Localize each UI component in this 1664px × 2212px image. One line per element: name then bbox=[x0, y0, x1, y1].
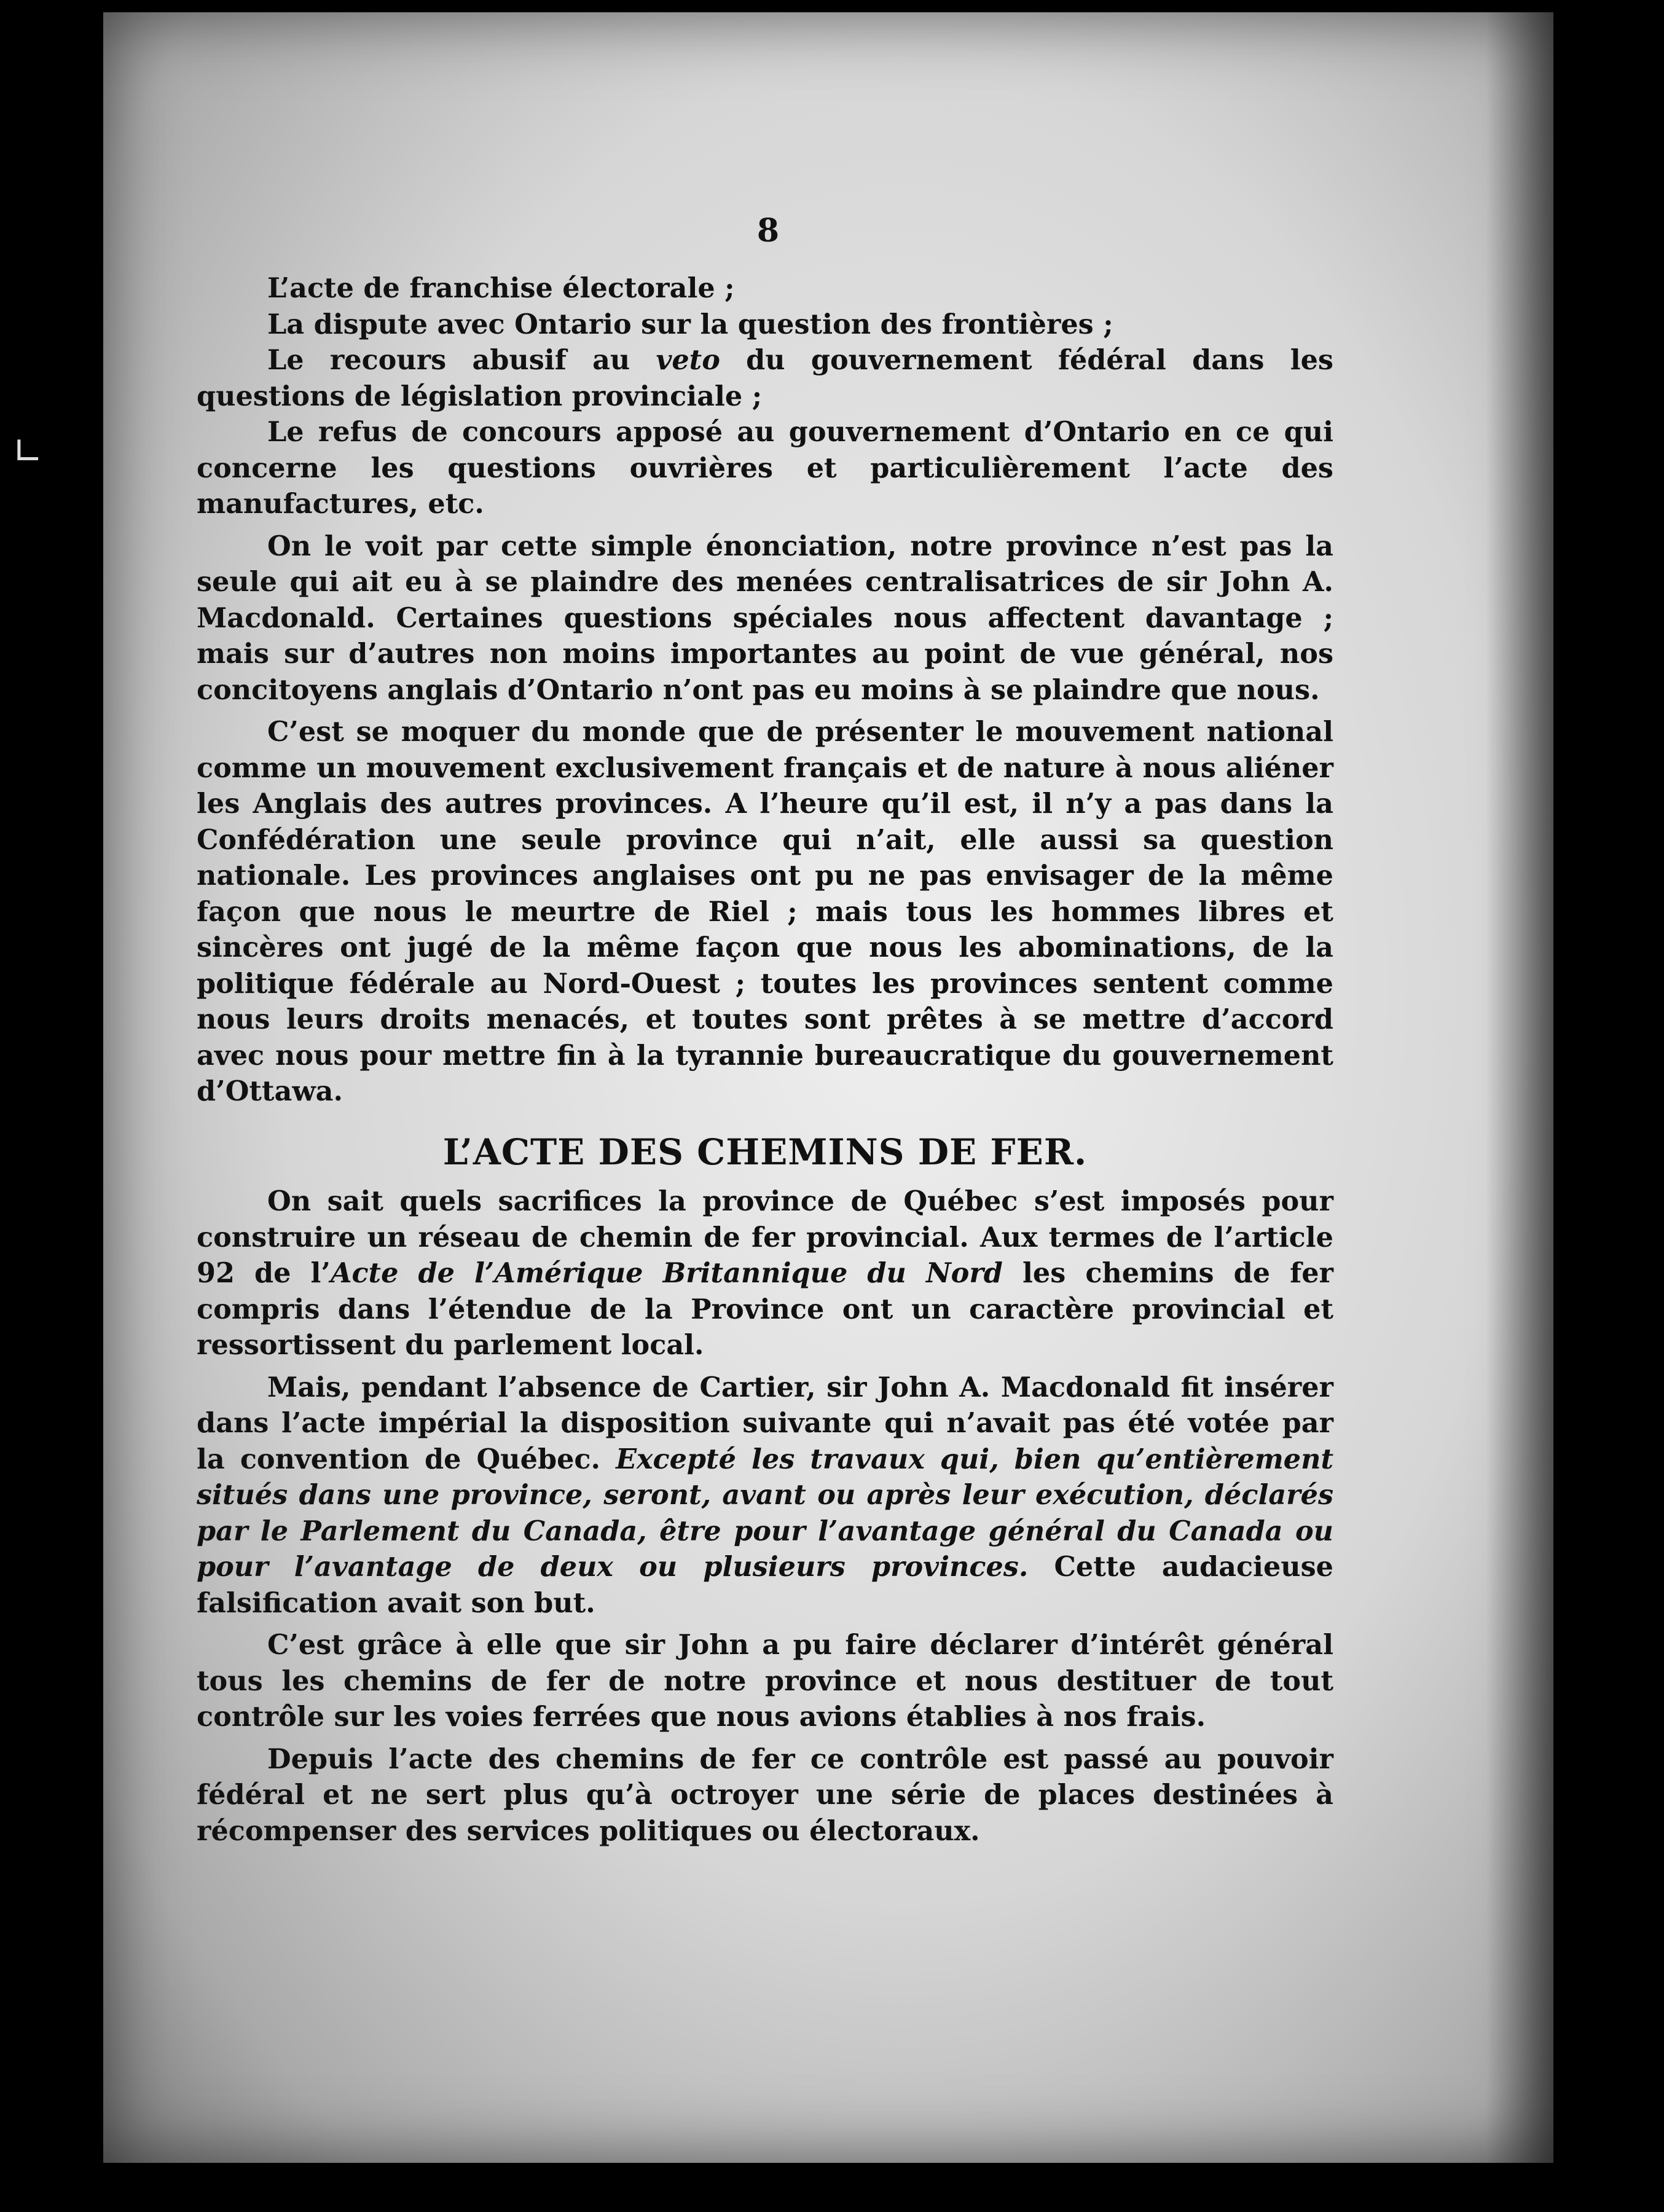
page-body bbox=[197, 270, 1333, 1855]
page-number: 8 bbox=[756, 212, 780, 249]
paragraph-cartier-italic: Excepté les travaux qui, bien qu’entièrement situés dans une province, seront, avant ou après leur exécution, déclarés par le Parlement du Canada, être pour l’avantage général du Canada ou pour l’avantage de deux ou plusieurs provinces. bbox=[197, 1443, 1333, 1583]
paragraph-reseau-italic: Acte de l’Amérique Britannique du Nord bbox=[330, 1257, 1003, 1289]
paragraph-reseau bbox=[197, 1183, 1333, 1363]
list-item-frontieres: La dispute avec Ontario sur la question des frontières ; bbox=[267, 308, 1113, 340]
paragraph-reseau-before: On sait quels sacrifices la province de Québec s’est imposés pour construire un réseau de chemin de fer provincial. Aux termes de l’article 92 de l’ bbox=[197, 1185, 1333, 1289]
margin-stroke-mark: ∟ bbox=[12, 430, 44, 473]
paragraph-enonciation: On le voit par cette simple énonciation, notre province n’est pas la seule qui ait eu à se plaindre des menées centralisatrices de sir John A. Macdonald. Certaines questions spéciales nous affectent davantage ; mais sur d’autres non moins importantes au point de vue général, nos concitoyens anglais d’Ontario n’ont pas eu moins à se plaindre que nous. bbox=[197, 530, 1333, 706]
paragraph-depuis: Depuis l’acte des chemins de fer ce contrôle est passé au pouvoir fédéral et ne sert plus qu’à octroyer une série de places destinées à récompenser des services politiques ou électoraux. bbox=[197, 1743, 1333, 1847]
paragraph-grace: C’est grâce à elle que sir John a pu faire déclarer d’intérêt général tous les chemins de fer de notre province et nous destituer de tout contrôle sur les voies ferrées que nous avions établies à nos frais. bbox=[197, 1629, 1333, 1733]
list-item-veto-before: Le recours abusif au bbox=[267, 344, 656, 376]
paragraph-reseau-after: les chemins de fer compris dans l’étendue de la Province ont un caractère provincial et ressortissent du parlement local. bbox=[197, 1257, 1333, 1361]
list-item-veto bbox=[197, 342, 1333, 414]
paragraph-cartier-before: Mais, pendant l’absence de Cartier, sir John A. Macdonald fit insérer dans l’acte impérial la disposition suivante qui n’avait pas été votée par la convention de Québec. bbox=[197, 1371, 1333, 1475]
list-item-franchise: L’acte de franchise électorale ; bbox=[267, 272, 735, 304]
paragraph-cartier bbox=[197, 1370, 1333, 1622]
list-item-refus: Le refus de concours apposé au gouvernement d’Ontario en ce qui concerne les questions ouvrières et particulièrement l’acte des manufactures, etc. bbox=[197, 416, 1333, 520]
list-item-veto-after: du gouvernement fédéral dans les questions de législation provinciale ; bbox=[197, 344, 1333, 412]
paragraph-mouvement-national: C’est se moquer du monde que de présenter le mouvement national comme un mouvement exclusivement français et de nature à nous aliéner les Anglais des autres provinces. A l’heure qu’il est, il n’y a pas dans la Confédération une seule province qui n’ait, elle aussi sa question nationale. Les provinces anglaises ont pu ne pas envisager de la même façon que nous le meurtre de Riel ; mais tous les hommes libres et sincères ont jugé de la même façon que nous les abominations, de la politique fédérale au Nord-Ouest ; toutes les provinces sentent comme nous leurs droits menacés, et toutes sont prêtes à se mettre d’accord avec nous pour mettre fin à la tyrannie bureaucratique du gouvernement d’Ottawa. bbox=[197, 716, 1333, 1107]
paragraph-cartier-after: Cette audacieuse falsification avait son but. bbox=[197, 1551, 1333, 1619]
list-item-veto-italic: veto bbox=[656, 344, 720, 376]
section-heading: L’ACTE DES CHEMINS DE FER. bbox=[442, 1131, 1088, 1173]
page-edge-shadow bbox=[1486, 12, 1553, 2163]
